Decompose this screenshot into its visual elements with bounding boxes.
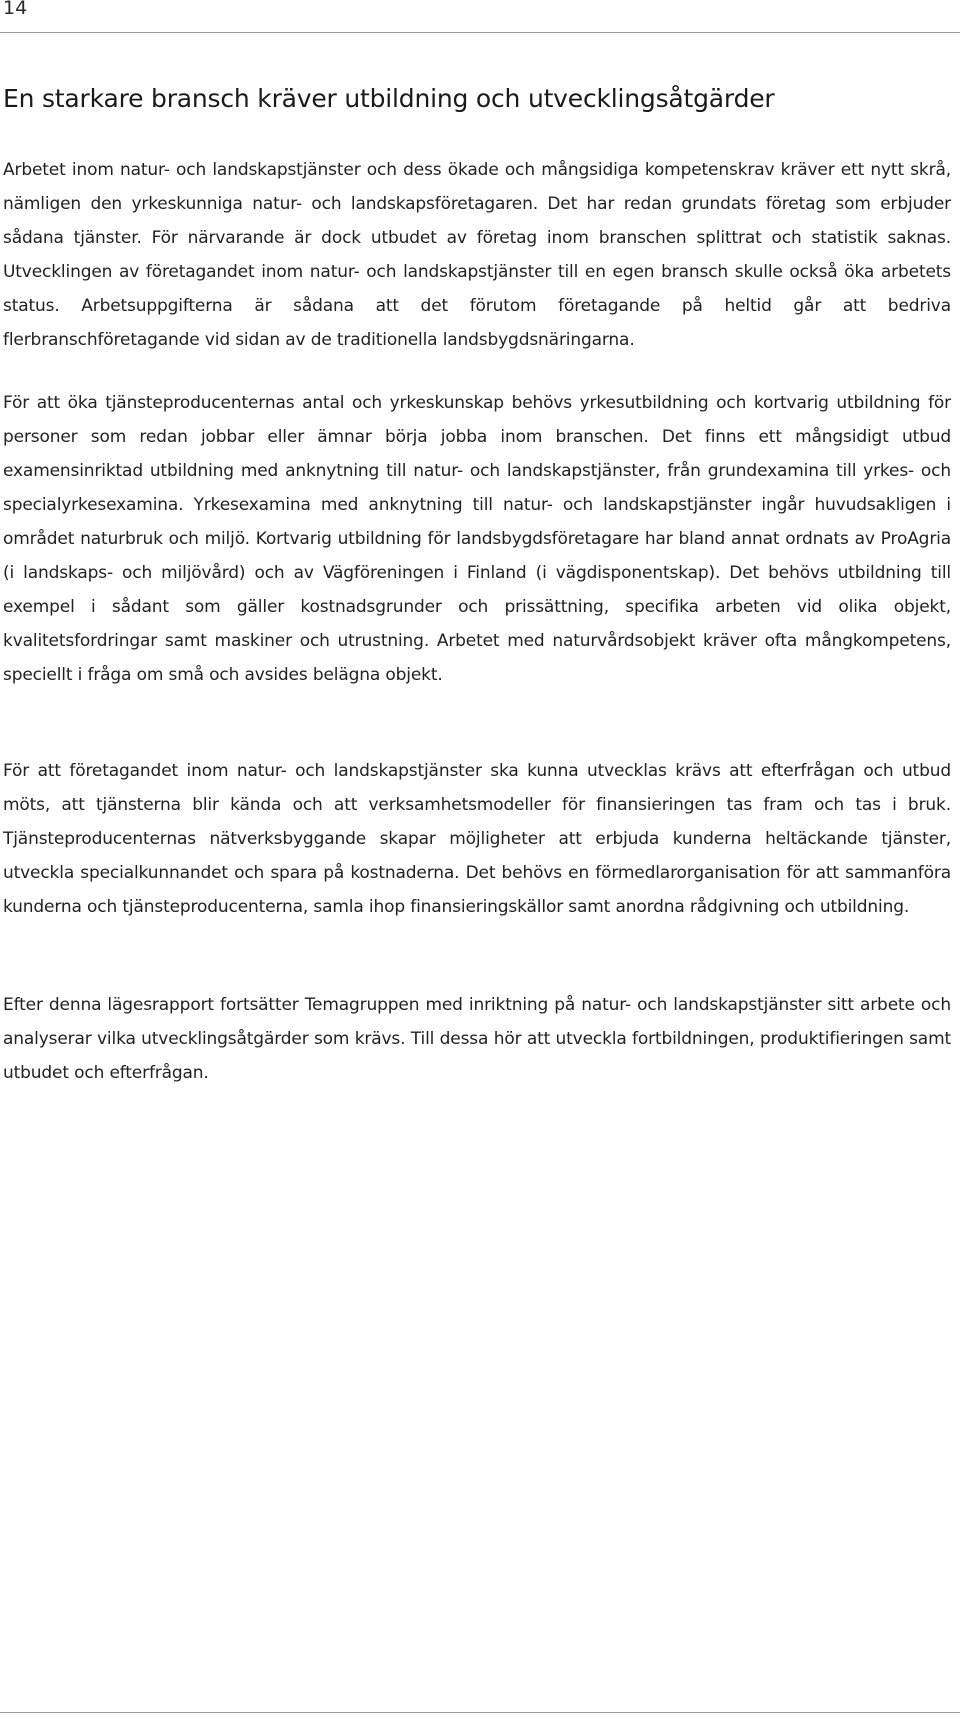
body-paragraph-4: Efter denna lägesrapport fortsätter Temagruppen med inriktning på natur- och landskapstjänster sitt arbete och analyserar vilka utvecklingsåtgärder som krävs. Till dessa hör att utveckla fortbildningen, produktifieringen samt utbudet och efterfrågan. [3, 995, 951, 1083]
section-heading: En starkare bransch kräver utbildning och utvecklingsåtgärder [3, 84, 775, 113]
body-paragraph-2: För att öka tjänsteproducenternas antal och yrkeskunskap behövs yrkesutbildning och kortvarig utbildning för personer som redan jobbar eller ämnar börja jobba inom branschen. Det finns ett mångsidigt utbud examensinriktad utbildning med anknytning till natur- och landskapstjänster, från grundexamina till yrkes- och specialyrkesexamina. Yrkesexamina med anknytning till natur- och landskapstjänster ingår huvudsakligen i området naturbruk och miljö. Kortvarig utbildning för landsbygdsföretagare har bland annat ordnats av ProAgria (i landskaps- och miljövård) och av Vägföreningen i Finland (i vägdisponentskap). Det behövs utbildning till exempel i sådant som gäller kostnadsgrunder och prissättning, specifika arbeten vid olika objekt, kvalitetsfordringar samt maskiner och utrustning. Arbetet med naturvårdsobjekt kräver ofta mångkompetens, speciellt i fråga om små och avsides belägna objekt. [3, 393, 951, 685]
footer-divider [0, 1712, 960, 1713]
body-paragraph-1: Arbetet inom natur- och landskapstjänster och dess ökade och mångsidiga kompetenskrav kräver ett nytt skrå, nämligen den yrkeskunniga natur- och landskapsföretagaren. Det har redan grundats företag som erbjuder sådana tjänster. För närvarande är dock utbudet av företag inom branschen splittrat och statistik saknas. Utvecklingen av företagandet inom natur- och landskapstjänster till en egen bransch skulle också öka arbetets status. Arbetsuppgifterna är sådana att det förutom företagande på heltid går att bedriva flerbranschföretagande vid sidan av de traditionella landsbygdsnäringarna. [3, 160, 951, 350]
page-number: 14 [3, 0, 28, 19]
header-divider [0, 32, 960, 33]
body-paragraph-3: För att företagandet inom natur- och landskapstjänster ska kunna utvecklas krävs att efterfrågan och utbud möts, att tjänsterna blir kända och att verksamhetsmodeller för finansieringen tas fram och tas i bruk. Tjänsteproducenternas nätverksbyggande skapar möjligheter att erbjuda kunderna heltäckande tjänster, utveckla specialkunnandet och spara på kostnaderna. Det behövs en förmedlarorganisation för att sammanföra kunderna och tjänsteproducenterna, samla ihop finansieringskällor samt anordna rådgivning och utbildning. [3, 761, 951, 917]
